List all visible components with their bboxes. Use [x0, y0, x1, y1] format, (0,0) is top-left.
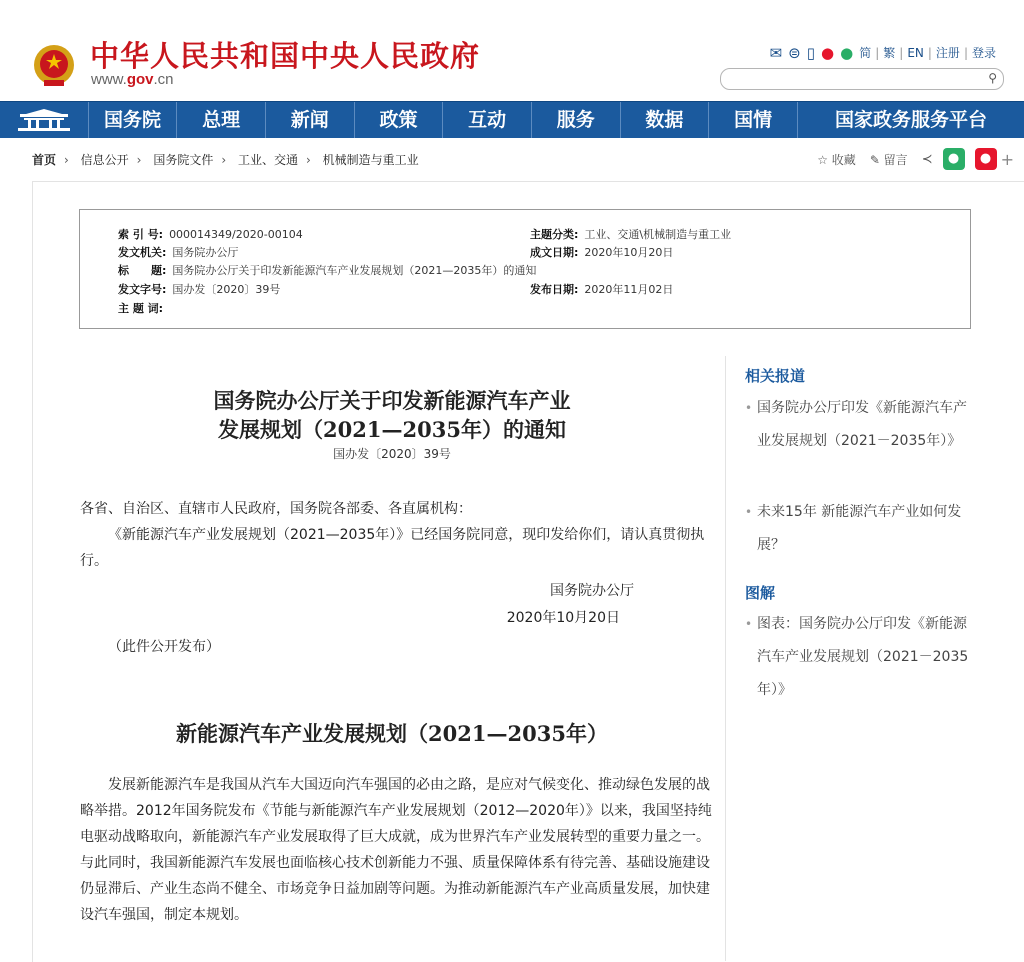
nav-policy[interactable]: 政策 — [355, 102, 444, 138]
nav-premier[interactable]: 总理 — [177, 102, 266, 138]
link-register[interactable]: 注册 — [935, 46, 960, 60]
signature-org: 国务院办公厅 — [550, 583, 634, 599]
publish-note: （此件公开发布） — [108, 639, 220, 655]
bullet-icon: • — [745, 617, 753, 631]
signature-date-row — [80, 605, 700, 631]
document-meta — [79, 209, 971, 329]
link-login[interactable]: 登录 — [971, 46, 996, 60]
link-english[interactable]: EN — [907, 45, 924, 60]
meta-issuer-label: 发文机关: — [118, 246, 167, 259]
plan-title: 新能源汽车产业发展规划（2021—2035年） — [176, 721, 608, 746]
nav-news[interactable]: 新闻 — [266, 102, 355, 138]
meta-index-label: 索 引 号: — [118, 228, 164, 241]
nav-home[interactable] — [0, 102, 89, 138]
graphic-heading: 图解 — [745, 584, 776, 602]
breadcrumb-item[interactable]: 信息公开 — [80, 153, 129, 167]
site-title[interactable]: 中华人民共和国中央人民政府 — [90, 39, 481, 73]
signature — [80, 578, 696, 604]
meta-date-written-value: 2020年10月20日 — [584, 246, 674, 259]
nav-interaction[interactable]: 互动 — [443, 102, 532, 138]
meta-publish-date-value: 2020年11月02日 — [584, 283, 674, 296]
related-link[interactable]: 国务院办公厅印发《新能源汽车产业发展规划（2021－2035年）》 — [757, 400, 967, 449]
sidebar-divider — [725, 356, 726, 961]
plan-paragraph: 发展新能源汽车是我国从汽车大国迈向汽车强国的必由之路，是应对气候变化、推动绿色发展的战略举措。2012年国务院发布《节能与新能源汽车产业发展规划（2012—2020年）》以来，我国坚持纯电驱动战略取向，新能源汽车产业发展取得了巨大成就，成为世界汽车产业发展转型的重要力量之一。与此同时，我国新能源汽车发展也面临核心技术创新能力不强、质量保障体系有待完善、基础设施建设仍显滞后、产业生态尚不健全、市场竞争日益加剧等问题。为推动新能源汽车产业高质量发展，加快建设汽车强国，制定本规划。 — [80, 777, 712, 923]
building-icon — [16, 108, 72, 132]
weibo-icon[interactable]: ● — [821, 43, 835, 62]
weibo-share-icon[interactable]: ● — [975, 148, 997, 170]
chat-icon[interactable]: ⊜ — [788, 43, 801, 62]
notice-body: 《新能源汽车产业发展规划（2021—2035年）》已经国务院同意，现印发给你们，请认真贯彻执行。 — [80, 527, 705, 569]
comment-button[interactable]: ✎ 留言 — [869, 152, 908, 167]
meta-doc-no-label: 发文字号: — [118, 283, 167, 296]
link-traditional[interactable]: 繁 — [883, 46, 896, 60]
top-tools: ✉ ⊜ ▯ ● ● 简 | 繁 | EN | 注册 | 登录 — [769, 43, 996, 62]
mail-icon[interactable]: ✉ — [769, 43, 783, 62]
main-nav — [0, 101, 1024, 138]
nav-gov-service-platform[interactable]: 国家政务服务平台 — [834, 109, 987, 131]
meta-doc-no-value: 国办发〔2020〕39号 — [172, 283, 281, 296]
more-share-icon[interactable]: + — [1000, 149, 1014, 169]
graphic-link[interactable]: 图表：国务院办公厅印发《新能源汽车产业发展规划（2021－2035年）》 — [757, 616, 969, 698]
nav-data[interactable]: 数据 — [621, 102, 710, 138]
meta-publish-date-label: 发布日期: — [530, 283, 579, 296]
wechat-icon[interactable]: ● — [840, 43, 854, 62]
breadcrumb-item[interactable]: 工业、交通 — [237, 153, 298, 167]
article-title-line1: 国务院办公厅关于印发新能源汽车产业 — [213, 388, 571, 413]
related-link[interactable]: 未来15年 新能源汽车产业如何发展？ — [757, 504, 962, 553]
share-bar — [817, 148, 1014, 170]
breadcrumb: 首页 › 信息公开 › 国务院文件 › 工业、交通 › 机械制造与重工业 — [32, 153, 419, 167]
nav-service[interactable]: 服务 — [532, 102, 621, 138]
site-url[interactable]: www.gov.cn — [91, 71, 174, 88]
related-item[interactable] — [745, 392, 970, 458]
meta-category-label: 主题分类: — [530, 228, 579, 241]
meta-title-value: 国务院办公厅关于印发新能源汽车产业发展规划（2021—2035年）的通知 — [172, 264, 537, 277]
salutation: 各省、自治区、直辖市人民政府，国务院各部委、各直属机构： — [80, 501, 472, 517]
meta-title-label: 标 题: — [118, 264, 167, 277]
wechat-share-icon[interactable]: ● — [943, 148, 965, 170]
article-title-line2: 发展规划（2021—2035年）的通知 — [218, 417, 566, 442]
favorite-button[interactable]: ☆ 收藏 — [817, 152, 856, 167]
signature-date: 2020年10月20日 — [506, 610, 620, 626]
meta-index-value: 000014349/2020-00104 — [169, 228, 303, 241]
related-item[interactable] — [745, 496, 970, 562]
link-simplified[interactable]: 简 — [859, 46, 872, 60]
mobile-icon[interactable]: ▯ — [806, 43, 815, 62]
share-icon[interactable]: ≺ — [921, 151, 933, 167]
graphic-item[interactable] — [745, 608, 970, 707]
meta-keywords-label: 主 题 词: — [118, 302, 164, 315]
breadcrumb-home[interactable]: 首页 — [32, 153, 57, 167]
search-icon[interactable]: ⚲ — [988, 71, 997, 85]
article-doc-number: 国办发〔2020〕39号 — [333, 447, 451, 461]
related-heading: 相关报道 — [745, 367, 806, 385]
breadcrumb-item[interactable]: 国务院文件 — [153, 153, 214, 167]
nav-state-council[interactable]: 国务院 — [89, 102, 178, 138]
nav-national[interactable]: 国情 — [709, 102, 798, 138]
meta-category-value: 工业、交通\机械制造与重工业 — [584, 228, 732, 241]
national-emblem-icon — [32, 43, 76, 89]
search-input[interactable] — [731, 70, 985, 90]
bullet-icon: • — [745, 401, 753, 415]
meta-date-written-label: 成文日期: — [530, 246, 579, 259]
meta-issuer-value: 国务院办公厅 — [172, 246, 239, 259]
search-box — [720, 68, 1004, 90]
breadcrumb-item[interactable]: 机械制造与重工业 — [322, 153, 419, 167]
bullet-icon: • — [745, 505, 753, 519]
